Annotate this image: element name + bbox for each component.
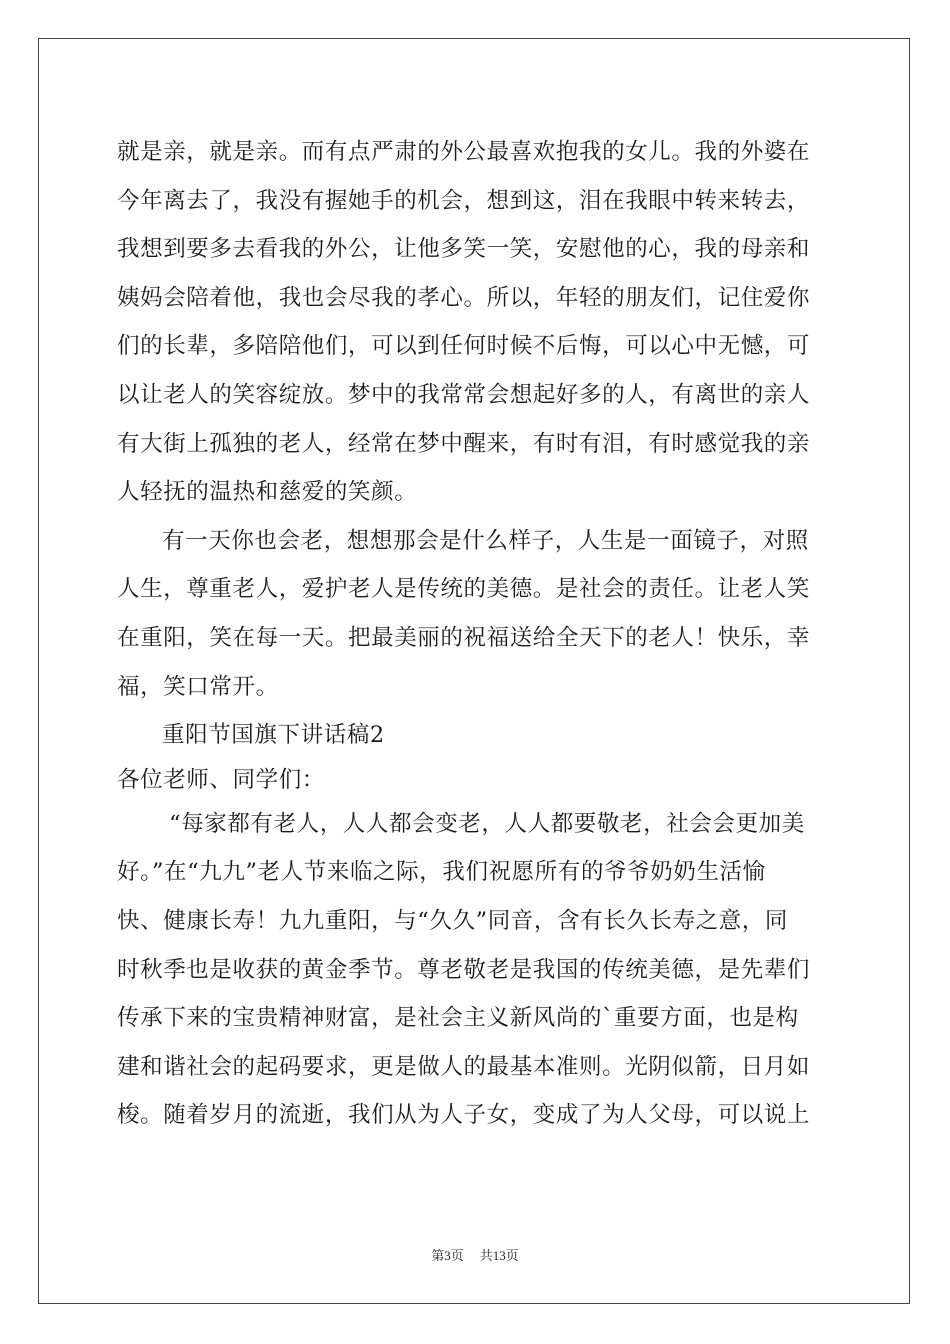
page-number: 第3页: [431, 1248, 464, 1263]
text-line: 快、健康长寿！九九重阳，与“久久”同音，含有长久长寿之意，同: [117, 907, 789, 934]
text-line: 我想到要多去看我的外公，让他多笑一笑，安慰他的心，我的母亲和: [117, 236, 811, 263]
text-line: 有大街上孤独的老人，经常在梦中醒来，有时有泪，有时感觉我的亲: [117, 430, 811, 457]
text-line: 有一天你也会老，想想那会是什么样子，人生是一面镜子，对照: [162, 527, 809, 554]
text-line: 就是亲，就是亲。而有点严肃的外公最喜欢抱我的女儿。我的外婆在: [117, 139, 811, 165]
salutation: 各位老师、同学们：: [117, 766, 325, 793]
text-line: 建和谐社会的起码要求，更是做人的最基本准则。光阴似箭，日月如: [117, 1053, 811, 1080]
section-heading: 重阳节国旗下讲话稿2: [162, 722, 385, 749]
text-line: 人生，尊重老人，爱护老人是传统的美德。是社会的责任。让老人笑: [117, 576, 811, 603]
paragraph-1: [117, 128, 833, 517]
text-line: 传承下来的宝贵精神财富，是社会主义新风尚的`重要方面，也是构: [117, 1005, 799, 1032]
text-line: 人轻抚的温热和慈爱的笑颜。: [117, 479, 418, 506]
text-line: 今年离去了，我没有握她手的机会，想到这，泪在我眼中转来转去，: [117, 187, 811, 214]
text-line: 们的长辈，多陪陪他们，可以到任何时候不后悔，可以心中无憾，可: [117, 333, 811, 360]
page-total: 共13页: [479, 1248, 519, 1263]
text-line: 姨妈会陪着他，我也会尽我的孝心。所以，年轻的朋友们，记住爱你: [117, 284, 811, 311]
paragraph-2: [117, 517, 833, 711]
text-line: 时秋季也是收获的黄金季节。尊老敬老是我国的传统美德，是先辈们: [117, 956, 811, 983]
text-line: 好。”在“九九”老人节来临之际，我们祝愿所有的爷爷奶奶生活愉: [117, 859, 766, 886]
text-line: 梭。随着岁月的流逝，我们从为人子女，变成了为人父母，可以说上: [117, 1102, 811, 1129]
text-line: 在重阳，笑在每一天。把最美丽的祝福送给全天下的老人！快乐，幸: [117, 624, 811, 651]
paragraph-3: [117, 800, 833, 1140]
text-line: 福，笑口常开。: [117, 673, 279, 700]
page-footer: [0, 1245, 950, 1264]
text-line: “每家都有老人，人人都会变老，人人都要敬老，社会会更加美: [169, 810, 805, 837]
text-line: 以让老人的笑容绽放。梦中的我常常会想起好多的人，有离世的亲人: [117, 381, 811, 408]
document-body: [117, 128, 833, 1140]
